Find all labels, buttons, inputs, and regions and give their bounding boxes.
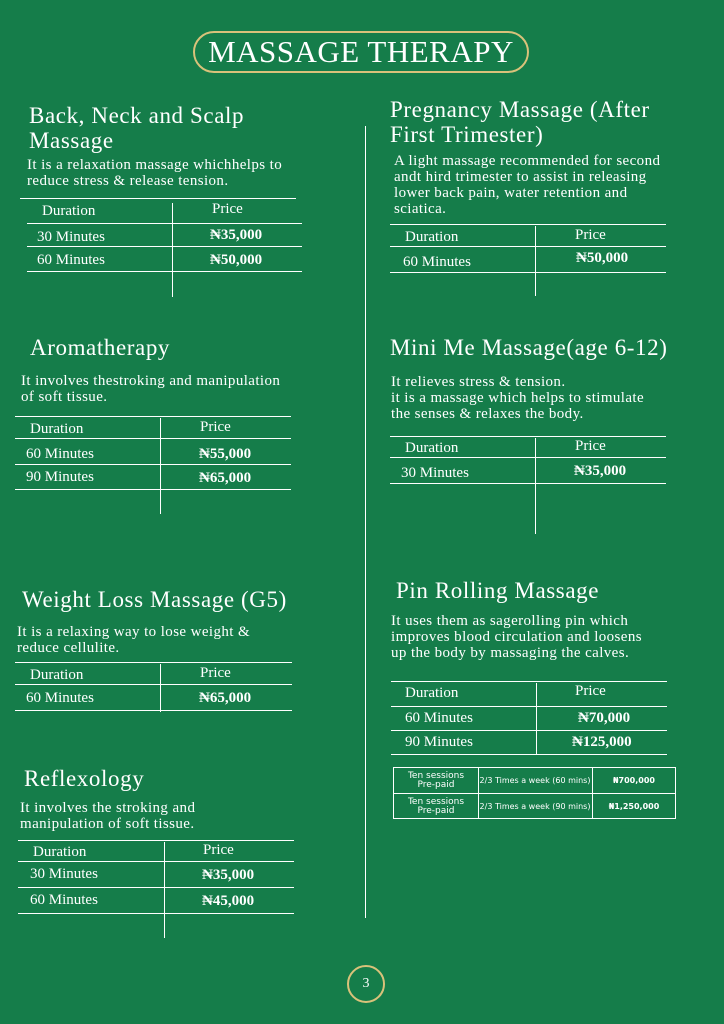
page-title: MASSAGE THERAPY [193, 31, 529, 73]
section-title: Back, Neck and Scalp Massage [29, 103, 245, 153]
price-cell: ₦125,000 [572, 734, 632, 750]
table-row [394, 794, 675, 819]
section-back-neck-desc [27, 157, 282, 189]
session-price: ₦1,250,000 [608, 802, 660, 811]
duration-cell: 60 Minutes [405, 710, 473, 726]
column-divider [365, 126, 366, 918]
section-description: It involves thestroking and manipulation of soft tissue. [21, 373, 281, 405]
page-number: 3 [347, 965, 385, 1003]
section-weight-loss-desc [17, 624, 250, 656]
price-cell: ₦50,000 [576, 250, 629, 266]
price-header: Price [203, 842, 234, 858]
price-header: Price [212, 201, 243, 217]
section-back-neck-scalp [29, 103, 244, 153]
duration-cell: 30 Minutes [30, 866, 98, 882]
duration-header: Duration [33, 844, 87, 860]
section-reflexology [24, 766, 144, 791]
session-frequency: 2/3 Times a week (90 mins) [479, 802, 591, 811]
table-row [394, 768, 675, 793]
price-cell: ₦50,000 [210, 252, 263, 268]
section-description: It relieves stress & tension. it is a massage which helps to stimulate the senses & relaxes the body. [391, 374, 645, 422]
price-header: Price [575, 227, 606, 243]
duration-header: Duration [405, 685, 459, 701]
session-frequency: 2/3 Times a week (60 mins) [479, 776, 591, 785]
duration-header: Duration [405, 229, 459, 245]
duration-cell: 60 Minutes [26, 690, 94, 706]
price-cell: ₦65,000 [199, 690, 252, 706]
section-pregnancy-desc [394, 153, 660, 217]
section-description: A light massage recommended for second andt hird trimester to assist in releasing lower back pain, water retention and sciatica. [394, 153, 661, 217]
session-label: Ten sessions Pre-paid [407, 770, 465, 790]
price-cell: ₦35,000 [202, 867, 255, 883]
section-pin-rolling [396, 578, 599, 603]
price-header: Price [200, 665, 231, 681]
price-cell: ₦35,000 [210, 227, 263, 243]
duration-cell: 90 Minutes [405, 734, 473, 750]
duration-cell: 30 Minutes [401, 465, 469, 481]
section-mini-me [390, 335, 668, 360]
price-cell: ₦55,000 [199, 446, 252, 462]
duration-header: Duration [405, 440, 459, 456]
section-aromatherapy [30, 335, 170, 360]
price-cell: ₦35,000 [574, 463, 627, 479]
duration-cell: 90 Minutes [26, 469, 94, 485]
section-description: It is a relaxing way to lose weight & reduce cellulite. [17, 624, 251, 656]
duration-cell: 60 Minutes [37, 252, 105, 268]
price-cell: ₦70,000 [578, 710, 631, 726]
duration-header: Duration [30, 667, 84, 683]
duration-cell: 60 Minutes [26, 446, 94, 462]
section-title: Mini Me Massage(age 6-12) [390, 335, 668, 360]
section-title: Reflexology [24, 766, 145, 791]
duration-header: Duration [42, 203, 96, 219]
section-weight-loss [22, 587, 287, 612]
duration-header: Duration [30, 421, 84, 437]
price-header: Price [575, 683, 606, 699]
section-description: It involves the stroking and manipulation of soft tissue. [20, 800, 196, 832]
price-header: Price [200, 419, 231, 435]
duration-cell: 60 Minutes [30, 892, 98, 908]
section-title: Weight Loss Massage (G5) [22, 587, 287, 612]
section-title: Pregnancy Massage (After First Trimester) [390, 97, 650, 147]
prepaid-sessions-table [393, 767, 676, 819]
section-mini-me-desc [391, 374, 644, 422]
price-cell: ₦45,000 [202, 893, 255, 909]
section-aromatherapy-desc [21, 373, 280, 405]
section-pregnancy [390, 97, 650, 147]
price-header: Price [575, 438, 606, 454]
section-description: It is a relaxation massage whichhelps to reduce stress & release tension. [27, 157, 283, 189]
section-reflexology-desc [20, 800, 195, 832]
price-cell: ₦65,000 [199, 470, 252, 486]
duration-cell: 30 Minutes [37, 229, 105, 245]
section-description: It uses them as sagerolling pin which improves blood circulation and loosens up the body by massaging the calves. [391, 613, 642, 661]
session-price: ₦700,000 [612, 776, 655, 785]
session-label: Ten sessions Pre-paid [407, 796, 465, 816]
section-pin-rolling-desc [391, 613, 642, 661]
duration-cell: 60 Minutes [403, 254, 471, 270]
section-title: Pin Rolling Massage [396, 578, 600, 603]
section-title: Aromatherapy [30, 335, 171, 360]
